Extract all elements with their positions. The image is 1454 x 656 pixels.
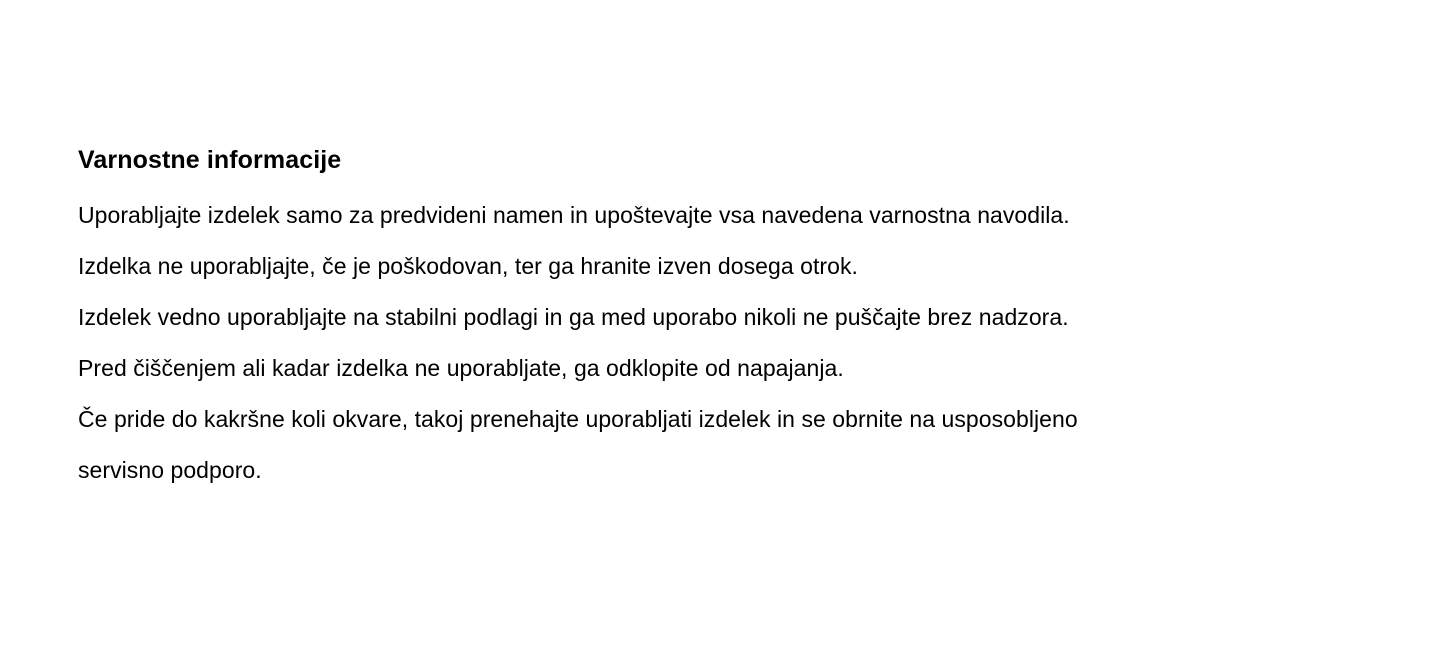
document-content: [78, 140, 1378, 496]
paragraph-line: Če pride do kakršne koli okvare, takoj prenehajte uporabljati izdelek in se obrnite na usposobljeno: [78, 406, 1078, 432]
paragraph-line: Izdelek vedno uporabljajte na stabilni podlagi in ga med uporabo nikoli ne puščajte brez nadzora.: [78, 304, 1069, 330]
paragraph-line: Izdelka ne uporabljajte, če je poškodovan, ter ga hranite izven dosega otrok.: [78, 253, 858, 279]
paragraph-line: servisno podporo.: [78, 457, 262, 483]
paragraph-line: Pred čiščenjem ali kadar izdelka ne uporabljate, ga odklopite od napajanja.: [78, 355, 844, 381]
safety-information-paragraph: [78, 190, 1378, 496]
page-title: Varnostne informacije: [78, 146, 342, 174]
paragraph-line: Uporabljajte izdelek samo za predvideni namen in upoštevajte vsa navedena varnostna navodila.: [78, 202, 1070, 228]
